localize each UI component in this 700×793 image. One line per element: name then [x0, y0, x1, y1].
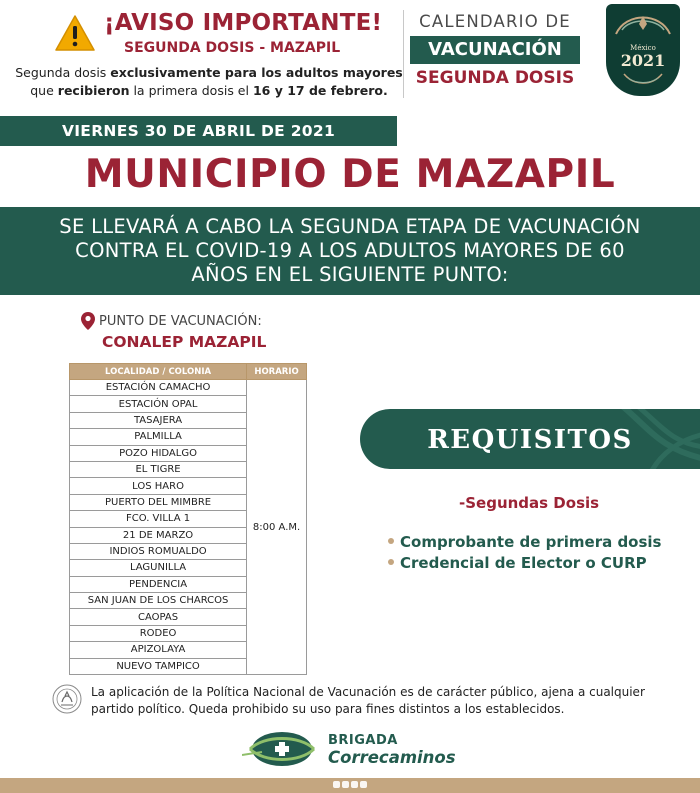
municipality-title: MUNICIPIO DE MAZAPIL — [84, 152, 616, 197]
locality-cell: TASAJERA — [70, 412, 247, 428]
locality-cell: EL TIGRE — [70, 461, 247, 477]
date-banner — [0, 116, 397, 146]
column-header-schedule: HORARIO — [247, 364, 307, 380]
locality-cell: RODEO — [70, 625, 247, 641]
locality-cell: FCO. VILLA 1 — [70, 511, 247, 527]
info-text — [20, 215, 680, 287]
header — [0, 0, 700, 110]
alert-description: Segunda dosis exclusivamente para los adultos mayores que recibieron la primera dosis el 16 y 17 de febrero. — [15, 65, 403, 98]
bullet-icon — [388, 538, 394, 544]
requirements-banner — [360, 409, 700, 469]
requirement-item: Credencial de Elector o CURP — [388, 554, 647, 572]
locality-cell: LAGUNILLA — [70, 560, 247, 576]
legal-line: partido político. Queda prohibido su uso para fines distintos a los establecidos. — [91, 702, 565, 716]
locality-cell: ESTACIÓN OPAL — [70, 396, 247, 412]
instagram-icon[interactable] — [351, 781, 358, 788]
requirements-title: REQUISITOS — [427, 425, 633, 455]
table-row — [70, 380, 307, 396]
alert-subtitle: SEGUNDA DOSIS - MAZAPIL — [124, 40, 341, 56]
roadrunner-logo-icon — [242, 725, 322, 773]
bullet-icon — [388, 559, 394, 565]
brigade-line1: BRIGADA — [328, 733, 398, 748]
locality-cell: LOS HARO — [70, 478, 247, 494]
warning-icon — [55, 14, 95, 52]
social-icons — [333, 781, 367, 790]
youtube-icon[interactable] — [360, 781, 367, 788]
info-line: SE LLEVARÁ A CABO LA SEGUNDA ETAPA DE VACUNACIÓN — [59, 215, 641, 238]
requirement-item: Comprobante de primera dosis — [388, 533, 661, 551]
coat-of-arms-icon — [52, 684, 82, 714]
info-banner — [0, 207, 700, 295]
locality-cell: ESTACIÓN CAMACHO — [70, 380, 247, 396]
requirements-subtitle: -Segundas Dosis — [459, 494, 600, 512]
locality-cell: PUERTO DEL MIMBRE — [70, 494, 247, 510]
mexico-2021-seal — [606, 4, 680, 96]
locality-cell: PALMILLA — [70, 429, 247, 445]
facebook-icon[interactable] — [333, 781, 340, 788]
locality-cell: NUEVO TAMPICO — [70, 658, 247, 674]
vaccination-point-label: PUNTO DE VACUNACIÓN: — [99, 314, 262, 329]
bottom-band — [0, 778, 700, 793]
locality-cell: APIZOLAYA — [70, 642, 247, 658]
locality-cell: SAN JUAN DE LOS CHARCOS — [70, 593, 247, 609]
calendar-title-line2: VACUNACIÓN — [410, 36, 580, 64]
info-line: CONTRA EL COVID-19 A LOS ADULTOS MAYORES DE 60 — [75, 239, 625, 262]
localities-table — [69, 363, 307, 675]
table-body — [70, 380, 307, 675]
calendar-title-line1: CALENDARIO DE — [419, 12, 571, 31]
info-line: AÑOS EN EL SIGUIENTE PUNTO: — [191, 263, 509, 286]
schedule-cell: 8:00 A.M. — [247, 380, 307, 675]
locality-cell: 21 DE MARZO — [70, 527, 247, 543]
column-header-locality: LOCALIDAD / COLONIA — [70, 364, 247, 380]
vaccination-point-name: CONALEP MAZAPIL — [102, 333, 267, 351]
twitter-icon[interactable] — [342, 781, 349, 788]
locality-cell: PENDENCIA — [70, 576, 247, 592]
header-divider — [403, 10, 404, 98]
locality-cell: INDIOS ROMUALDO — [70, 543, 247, 559]
brigade-line2: Correcaminos — [328, 748, 456, 767]
locality-cell: POZO HIDALGO — [70, 445, 247, 461]
location-pin-icon — [81, 312, 95, 330]
legal-line: La aplicación de la Política Nacional de Vacunación es de carácter público, ajena a cualquier — [91, 685, 645, 699]
locality-cell: CAOPAS — [70, 609, 247, 625]
event-date: VIERNES 30 DE ABRIL DE 2021 — [61, 122, 336, 140]
calendar-title-line3: SEGUNDA DOSIS — [415, 68, 575, 88]
seal-year: 2021 — [620, 51, 666, 70]
table-header-row — [70, 364, 307, 380]
legal-disclaimer — [91, 684, 691, 718]
seal-country: México — [630, 44, 656, 52]
alert-title: ¡AVISO IMPORTANTE! — [104, 10, 383, 36]
